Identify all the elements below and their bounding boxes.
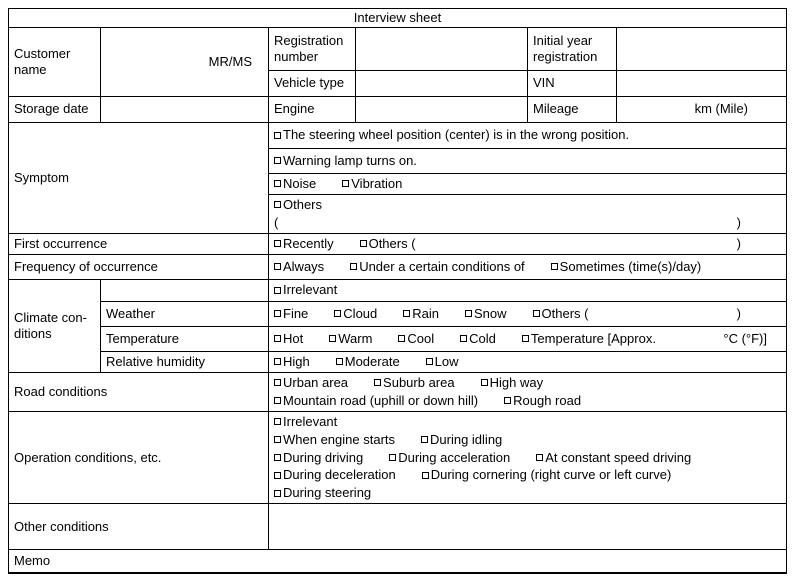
customer-name-label: Customer name	[9, 27, 101, 96]
checkbox-option-label: Hot	[283, 330, 304, 346]
operation-conditions-label: Operation conditions, etc.	[9, 411, 269, 503]
checkbox-option-label: Moderate	[344, 353, 400, 369]
checkbox-option-label: Cold	[469, 330, 496, 346]
operation-line-5	[274, 485, 781, 501]
checkbox-option[interactable]	[389, 450, 510, 466]
memo-label: Memo	[9, 550, 787, 573]
checkbox-option-label: Under a certain conditions of	[359, 258, 525, 274]
checkbox-option-label: Noise	[283, 175, 317, 191]
checkbox-option-label: Always	[283, 258, 325, 274]
operation-line-1	[274, 414, 781, 430]
symptom-line-others	[274, 197, 781, 213]
checkbox-icon	[374, 379, 381, 386]
checkbox-option-label: Others (	[368, 235, 416, 251]
storage-date-label: Storage date	[9, 96, 101, 122]
temperature-cell	[269, 326, 787, 351]
symptom-others-cell	[269, 194, 787, 233]
checkbox-option[interactable]	[336, 354, 400, 370]
checkbox-icon	[274, 379, 281, 386]
checkbox-option[interactable]	[421, 432, 502, 448]
checkbox-option-label: Fine	[283, 305, 309, 321]
symptom-line-warning	[274, 153, 781, 169]
checkbox-icon	[465, 310, 472, 317]
checkbox-option-label: During idling	[430, 431, 503, 447]
symptom-line-others-paren	[274, 215, 781, 231]
checkbox-option-label: High	[283, 353, 310, 369]
checkbox-icon	[422, 472, 429, 479]
line-tail-text: )	[736, 214, 741, 230]
checkbox-option-label: The steering wheel position (center) is in the wrong position.	[283, 127, 630, 143]
road-line-1	[274, 375, 781, 391]
checkbox-icon	[504, 397, 511, 404]
humidity-label: Relative humidity	[101, 351, 269, 372]
checkbox-icon	[274, 472, 281, 479]
checkbox-option[interactable]	[403, 306, 439, 322]
frequency-cell	[269, 254, 787, 279]
customer-name-field[interactable]	[101, 27, 269, 96]
climate-irrelevant-line	[274, 282, 781, 298]
first-occurrence-label: First occurrence	[9, 233, 269, 254]
checkbox-option[interactable]	[504, 393, 581, 409]
checkbox-icon	[274, 263, 281, 270]
first-occurrence-line	[274, 236, 781, 252]
checkbox-option[interactable]	[274, 306, 308, 322]
climate-conditions-label	[9, 279, 101, 372]
checkbox-option[interactable]	[274, 450, 363, 466]
checkbox-icon	[460, 335, 467, 342]
engine-field[interactable]	[356, 96, 528, 122]
vehicle-type-field[interactable]	[356, 70, 528, 96]
symptom-steering-cell	[269, 122, 787, 148]
checkbox-icon	[274, 201, 281, 208]
checkbox-icon	[274, 335, 281, 342]
checkbox-icon	[389, 454, 396, 461]
checkbox-option-label: Snow	[474, 305, 507, 321]
checkbox-icon	[274, 180, 281, 187]
checkbox-option[interactable]	[274, 414, 337, 430]
vin-label: VIN	[528, 70, 617, 96]
checkbox-icon	[274, 310, 281, 317]
operation-line-3	[274, 450, 781, 466]
checkbox-option[interactable]	[360, 236, 416, 252]
checkbox-icon	[481, 379, 488, 386]
checkbox-option-label: During acceleration	[398, 449, 511, 465]
registration-number-field[interactable]	[356, 27, 528, 70]
checkbox-option[interactable]	[274, 153, 417, 169]
temperature-label: Temperature	[101, 326, 269, 351]
checkbox-option[interactable]	[274, 331, 303, 347]
frequency-label: Frequency of occurrence	[9, 254, 269, 279]
page-title: Interview sheet	[9, 9, 787, 28]
checkbox-option[interactable]	[274, 375, 348, 391]
checkbox-option[interactable]	[522, 331, 656, 347]
checkbox-icon	[274, 157, 281, 164]
checkbox-option[interactable]	[274, 393, 478, 409]
checkbox-icon	[360, 240, 367, 247]
checkbox-option[interactable]	[350, 259, 524, 275]
frequency-line	[274, 259, 781, 275]
weather-line	[274, 306, 781, 322]
vehicle-type-label: Vehicle type	[269, 70, 356, 96]
checkbox-icon	[342, 180, 349, 187]
checkbox-option[interactable]	[536, 450, 691, 466]
weather-label: Weather	[101, 301, 269, 326]
symptom-line-noise	[274, 176, 781, 192]
initial-year-field[interactable]	[617, 27, 787, 70]
checkbox-option[interactable]	[274, 259, 324, 275]
checkbox-option[interactable]	[274, 282, 337, 298]
other-conditions-field[interactable]	[269, 504, 787, 550]
checkbox-option[interactable]	[460, 331, 496, 347]
humidity-line	[274, 354, 781, 370]
checkbox-icon	[350, 263, 357, 270]
checkbox-option[interactable]	[274, 236, 334, 252]
checkbox-option-label: Cloud	[343, 305, 378, 321]
checkbox-icon	[274, 132, 281, 139]
checkbox-icon	[533, 310, 540, 317]
checkbox-option-label: Urban area	[283, 375, 349, 390]
checkbox-option[interactable]	[274, 467, 396, 483]
checkbox-option-label: Vibration	[351, 175, 403, 191]
symptom-warning-cell	[269, 148, 787, 173]
symptom-line-steering	[274, 127, 781, 143]
line-tail-text: )	[736, 235, 741, 251]
road-conditions-cell	[269, 372, 787, 411]
checkbox-option-label: Cool	[407, 330, 435, 346]
checkbox-option-label: Sometimes (time(s)/day)	[559, 258, 702, 274]
temperature-line	[274, 331, 781, 347]
checkbox-option[interactable]	[533, 306, 589, 322]
checkbox-option[interactable]	[398, 331, 434, 347]
checkbox-icon	[403, 310, 410, 317]
checkbox-option[interactable]	[481, 375, 543, 391]
checkbox-option-label: Others	[283, 197, 323, 212]
checkbox-option-label: During deceleration	[283, 467, 396, 483]
open-paren: (	[274, 214, 279, 230]
checkbox-option[interactable]	[465, 306, 507, 322]
honorific-label: MR/MS	[208, 53, 252, 69]
other-conditions-label: Other conditions	[9, 504, 269, 550]
checkbox-icon	[522, 335, 529, 342]
checkbox-option-label: Mountain road (uphill or down hill)	[283, 392, 479, 408]
checkbox-icon	[274, 490, 281, 497]
checkbox-option-label: Irrelevant	[283, 413, 338, 429]
checkbox-icon	[336, 358, 343, 365]
mileage-unit-label: km (Mile)	[694, 101, 748, 117]
storage-date-field[interactable]	[101, 96, 269, 122]
checkbox-option-label: Temperature [Approx.	[530, 330, 656, 346]
checkbox-option-label: Rough road	[513, 392, 582, 408]
symptom-label: Symptom	[9, 122, 269, 233]
road-conditions-label: Road conditions	[9, 372, 269, 411]
symptom-noise-cell	[269, 173, 787, 194]
checkbox-icon	[274, 418, 281, 425]
checkbox-option[interactable]	[274, 127, 629, 143]
checkbox-option-label: During cornering (right curve or left curve)	[430, 467, 672, 483]
checkbox-option-label: Suburb area	[383, 375, 455, 390]
climate-label-line1: Climate con-	[14, 310, 87, 325]
weather-cell	[269, 301, 787, 326]
climate-irrelevant-cell	[269, 279, 787, 301]
checkbox-option[interactable]	[551, 259, 702, 275]
checkbox-icon	[274, 287, 281, 294]
operation-line-2	[274, 432, 781, 448]
checkbox-icon	[329, 335, 336, 342]
checkbox-option-label: When engine starts	[283, 431, 396, 447]
checkbox-option[interactable]	[274, 485, 371, 501]
engine-label: Engine	[269, 96, 356, 122]
initial-year-label: Initial year registration	[528, 27, 617, 70]
mileage-label: Mileage	[528, 96, 617, 122]
vin-field[interactable]	[617, 70, 787, 96]
checkbox-option-label: Others (	[541, 305, 589, 321]
checkbox-option-label: Warning lamp turns on.	[283, 152, 417, 168]
line-tail-text: )	[736, 305, 741, 321]
road-line-2	[274, 393, 781, 409]
checkbox-option-label: Irrelevant	[283, 282, 338, 298]
operation-line-4	[274, 467, 781, 483]
checkbox-option[interactable]	[274, 432, 395, 448]
checkbox-option[interactable]	[334, 306, 377, 322]
checkbox-option-label: During steering	[283, 485, 372, 501]
climate-spacer-cell	[101, 279, 269, 301]
checkbox-icon	[421, 436, 428, 443]
checkbox-option-label: Rain	[412, 305, 440, 321]
checkbox-option[interactable]	[422, 467, 672, 483]
checkbox-option-label: Warm	[338, 330, 373, 346]
checkbox-icon	[274, 358, 281, 365]
registration-number-label: Registration number	[269, 27, 356, 70]
line-tail-text: °C (°F)]	[723, 330, 767, 346]
checkbox-icon	[274, 454, 281, 461]
checkbox-option-label: Recently	[283, 235, 334, 251]
mileage-field[interactable]	[617, 96, 787, 122]
checkbox-option[interactable]	[274, 176, 316, 192]
checkbox-option[interactable]	[342, 176, 402, 192]
checkbox-icon	[334, 310, 341, 317]
checkbox-option[interactable]	[274, 354, 310, 370]
checkbox-option[interactable]	[374, 375, 455, 391]
checkbox-option-label: High way	[489, 375, 544, 390]
checkbox-option[interactable]	[274, 197, 322, 213]
checkbox-icon	[398, 335, 405, 342]
checkbox-option-label: During driving	[283, 449, 364, 465]
checkbox-icon	[551, 263, 558, 270]
checkbox-icon	[274, 397, 281, 404]
humidity-cell	[269, 351, 787, 372]
checkbox-option[interactable]	[426, 354, 459, 370]
checkbox-option-label: At constant speed driving	[545, 449, 692, 465]
checkbox-icon	[274, 436, 281, 443]
checkbox-option[interactable]	[329, 331, 372, 347]
checkbox-icon	[274, 240, 281, 247]
interview-sheet	[8, 8, 786, 574]
checkbox-option-label: Low	[434, 353, 459, 369]
interview-sheet-table	[8, 8, 787, 574]
checkbox-icon	[536, 454, 543, 461]
operation-conditions-cell	[269, 411, 787, 503]
first-occurrence-cell	[269, 233, 787, 254]
checkbox-icon	[426, 358, 433, 365]
climate-label-line2: ditions	[14, 325, 52, 341]
